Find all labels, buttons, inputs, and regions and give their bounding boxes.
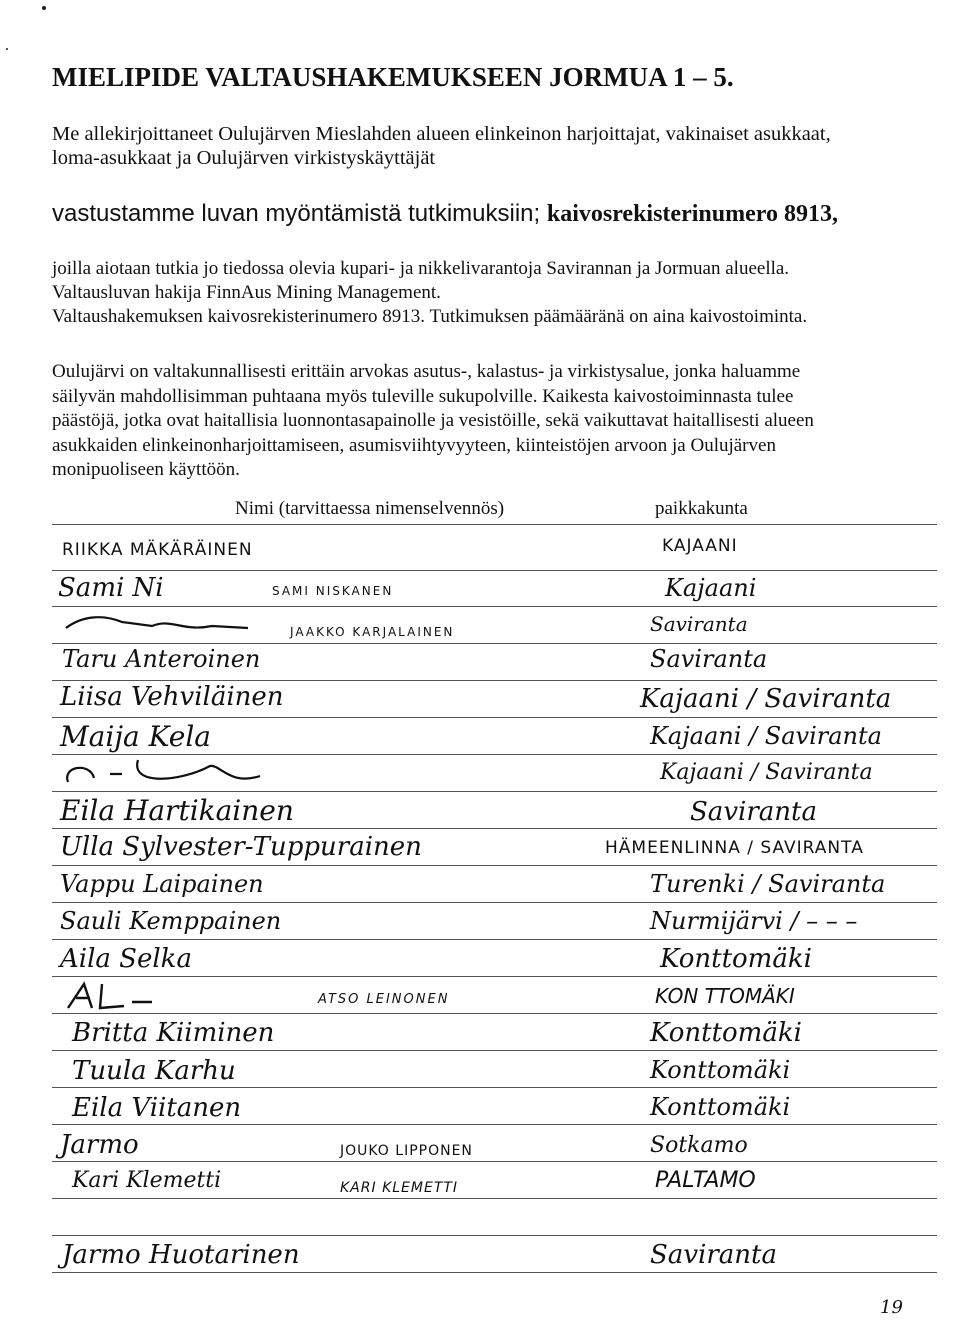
signature-scribble [62,608,252,638]
paragraph-line: Valtaushakemuksen kaivosrekisterinumero 8913. Tutkimuksen päämääränä on aina kaivostoiminta. [52,306,808,327]
signature-place: Konttomäki [650,1093,791,1121]
signature-name: Sami Ni [58,573,164,603]
intro-line: Me allekirjoittaneet Oulujärven Mieslahden alueen elinkeinon harjoittajat, vakinaiset asukkaat, [52,123,831,145]
scan-speck [42,6,46,10]
paragraph-line: Oulujärvi on valtakunnallisesti erittäin arvokas asutus-, kalastus- ja virkistysalue, jonka haluamme [52,361,801,382]
statement-bold: kaivosrekisterinumero 8913, [546,201,838,227]
signature-name: Vappu Laipainen [60,870,264,898]
signature-name: Jarmo Huotarinen [62,1240,300,1270]
signature-name: Jarmo [60,1130,139,1160]
signature-name: Sauli Kemppainen [60,907,282,935]
intro-line: loma-asukkaat ja Oulujärven virkistyskäyttäjät [52,147,436,169]
page-number: 19 [880,1297,903,1318]
signature-place: PALTAMO [655,1168,756,1193]
signature-place: Konttomäki [660,944,812,974]
statement-plain: vastustamme luvan myöntämistä tutkimuksiin; [52,200,541,227]
signature-clarification: KARI KLEMETTI [340,1180,459,1196]
paragraph-line: Valtausluvan hakija FinnAus Mining Management. [52,282,441,303]
column-header-place: paikkakunta [655,498,748,519]
signature-place: HÄMEENLINNA / SAVIRANTA [605,838,864,858]
signature-clarification: SAMI NISKANEN [272,584,394,598]
signature-name: Britta Kiiminen [72,1018,275,1048]
signature-place: Konttomäki [650,1018,802,1048]
signature-place: Saviranta [650,1240,777,1270]
signature-name: Ulla Sylvester-Tuppurainen [60,832,422,862]
signature-name: Maija Kela [60,720,211,753]
signature-place: Saviranta [690,797,817,827]
signature-scribble [60,756,280,792]
column-header-name: Nimi (tarvittaessa nimenselvennös) [235,498,505,519]
signature-place: Konttomäki [650,1056,791,1084]
signature-name: Tuula Karhu [72,1056,236,1086]
paragraph-line: joilla aiotaan tutkia jo tiedossa olevia kupari- ja nikkelivarantoja Savirannan ja Jormuan alueella. [52,258,790,279]
signature-place: Kajaani / Saviranta [660,760,873,785]
scan-speck [6,48,8,50]
signature-place: Turenki / Saviranta [650,870,886,898]
signature-place: Nurmijärvi / – – – [650,907,858,935]
signature-name: Eila Hartikainen [60,794,294,827]
signature-place: KAJAANI [662,536,738,556]
signature-place: Sotkamo [650,1133,748,1158]
signature-place: Kajaani / Saviranta [640,684,892,714]
signature-clarification: ATSO LEINONEN [318,992,450,1007]
paragraph-line: monipuoliseen käyttöön. [52,459,240,480]
signature-place: Kajaani [665,574,757,602]
paragraph-line: asukkaiden elinkeinonharjoittamiseen, asumisviihtyvyyteen, kiinteistöjen arvoon ja Oulujärven [52,434,776,456]
signature-clarification: JOUKO LIPPONEN [340,1143,473,1159]
document-title: MIELIPIDE VALTAUSHAKEMUKSEEN JORMUA 1 – 5. [52,62,734,92]
signature-name: RIIKKA MÄKÄRÄINEN [62,540,253,560]
signature-name: Eila Viitanen [72,1093,242,1123]
signature-place: Saviranta [650,612,748,636]
signature-clarification: JAAKKO KARJALAINEN [290,625,455,639]
paragraph-line: päästöjä, jotka ovat haitallisia luonnontasapainolle ja vesistöille, sekä vaikuttavat haitallisesti alueen [52,410,814,431]
paragraph-line: säilyvän mahdollisimman puhtaana myös tuleville sukupolville. Kaikesta kaivostoiminnasta tulee [52,385,794,407]
signature-place: Kajaani / Saviranta [650,722,882,750]
signature-scribble [62,980,182,1012]
signature-name: Liisa Vehviläinen [60,682,284,712]
signature-place: Saviranta [650,645,768,673]
signature-name: Aila Selka [60,944,192,974]
signature-name: Taru Anteroinen [62,645,261,673]
signature-place: KON TTOMÄKI [655,984,795,1008]
signature-name: Kari Klemetti [72,1168,222,1193]
